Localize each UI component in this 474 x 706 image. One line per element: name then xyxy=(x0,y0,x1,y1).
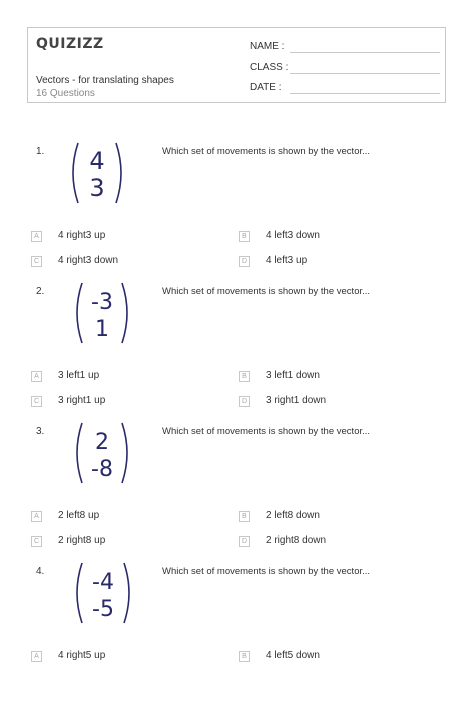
column-vector xyxy=(66,420,136,486)
quizizz-logo: QUIZIZZ xyxy=(36,36,104,52)
question-number: 2. xyxy=(36,286,45,297)
name-field[interactable] xyxy=(290,52,440,53)
option-text: 2 left8 down xyxy=(266,510,320,521)
column-vector xyxy=(66,560,136,626)
question-text: Which set of movements is shown by the vector... xyxy=(162,146,371,157)
vector-top-value: -4 xyxy=(92,570,114,595)
option-letter: B xyxy=(239,651,250,662)
option-letter: D xyxy=(239,256,250,267)
option-letter: B xyxy=(239,511,250,522)
option-text: 4 right3 down xyxy=(58,255,119,266)
question-text: Which set of movements is shown by the vector... xyxy=(162,286,371,297)
vector-bottom-value: 3 xyxy=(89,174,105,202)
vector-top-value: 2 xyxy=(95,430,109,455)
option-text: 3 left1 up xyxy=(58,370,100,381)
question-2 xyxy=(0,286,474,426)
option-text: 3 left1 down xyxy=(266,370,320,381)
question-3 xyxy=(0,426,474,566)
class-field[interactable] xyxy=(290,73,440,74)
vector-top-value: -3 xyxy=(91,290,113,315)
option-letter: A xyxy=(31,511,42,522)
option-text: 2 right8 down xyxy=(266,535,327,546)
option-text: 4 left5 down xyxy=(266,650,320,661)
worksheet-header xyxy=(27,27,446,103)
column-vector xyxy=(66,140,136,206)
question-count: 16 Questions xyxy=(36,88,95,99)
option-letter: D xyxy=(239,536,250,547)
option-letter: A xyxy=(31,371,42,382)
option-letter: B xyxy=(239,371,250,382)
class-label: CLASS : xyxy=(250,62,289,73)
question-4 xyxy=(0,566,474,706)
question-number: 3. xyxy=(36,426,45,437)
question-number: 1. xyxy=(36,146,45,157)
date-field[interactable] xyxy=(290,93,440,94)
question-number: 4. xyxy=(36,566,45,577)
option-letter: C xyxy=(31,256,42,267)
option-text: 4 left3 up xyxy=(266,255,308,266)
option-text: 4 right5 up xyxy=(58,650,106,661)
question-text: Which set of movements is shown by the vector... xyxy=(162,426,371,437)
name-label: NAME : xyxy=(250,41,285,52)
option-letter: D xyxy=(239,396,250,407)
option-letter: A xyxy=(31,231,42,242)
vector-bottom-value: -8 xyxy=(91,457,113,482)
question-1 xyxy=(0,146,474,286)
option-text: 2 left8 up xyxy=(58,510,100,521)
date-label: DATE : xyxy=(250,82,282,93)
question-text: Which set of movements is shown by the vector... xyxy=(162,566,371,577)
option-text: 3 right1 down xyxy=(266,395,327,406)
vector-bottom-value: 1 xyxy=(95,317,109,342)
vector-top-value: 4 xyxy=(89,147,105,175)
option-letter: A xyxy=(31,651,42,662)
option-letter: C xyxy=(31,396,42,407)
option-text: 4 right3 up xyxy=(58,230,106,241)
option-letter: C xyxy=(31,536,42,547)
column-vector xyxy=(66,280,136,346)
option-text: 2 right8 up xyxy=(58,535,106,546)
option-text: 3 right1 up xyxy=(58,395,106,406)
option-letter: B xyxy=(239,231,250,242)
worksheet-title: Vectors - for translating shapes xyxy=(36,75,174,86)
vector-bottom-value: -5 xyxy=(92,597,114,622)
option-text: 4 left3 down xyxy=(266,230,320,241)
